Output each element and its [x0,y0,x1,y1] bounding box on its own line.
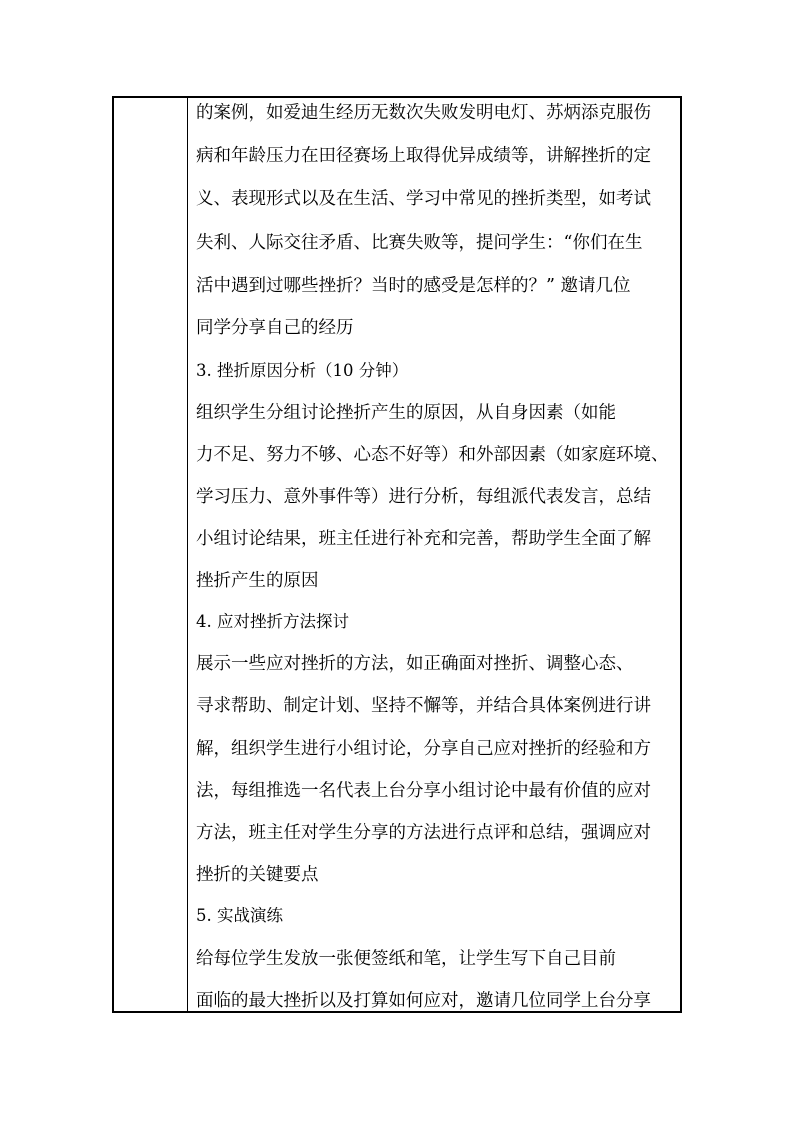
section-heading-3: 3. 挫折原因分析（10 分钟） [196,361,409,380]
paragraph-line: 面临的最大挫折以及打算如何应对，邀请几位同学上台分享 [196,991,651,1011]
paragraph-line: 组织学生分组讨论挫折产生的原因，从自身因素（如能 [196,403,616,423]
table-content-cell [188,98,680,1011]
section-heading-4: 4. 应对挫折方法探讨 [196,612,349,631]
paragraph-line: 学习压力、意外事件等）进行分析，每组派代表发言，总结 [196,487,651,507]
paragraph-line: 病和年龄压力在田径赛场上取得优异成绩等，讲解挫折的定 [196,146,651,166]
paragraph-line: 给每位学生发放一张便签纸和笔，让学生写下自己目前 [196,949,616,969]
paragraph-line: 展示一些应对挫折的方法，如正确面对挫折、调整心态、 [196,654,634,674]
paragraph-line: 法，每组推选一名代表上台分享小组讨论中最有价值的应对 [196,781,651,801]
table-left-column [114,98,188,1011]
paragraph-line: 的案例，如爱迪生经历无数次失败发明电灯、苏炳添克服伤 [196,103,651,123]
paragraph-line: 小组讨论结果，班主任进行补充和完善，帮助学生全面了解 [196,529,651,549]
paragraph-line: 寻求帮助、制定计划、坚持不懈等，并结合具体案例进行讲 [196,696,651,716]
paragraph-line: 解，组织学生进行小组讨论，分享自己应对挫折的经验和方 [196,739,651,759]
section-heading-5: 5. 实战演练 [196,906,283,925]
paragraph-line: 方法，班主任对学生分享的方法进行点评和总结，强调应对 [196,823,651,843]
lesson-plan-table [112,96,682,1013]
paragraph-line: 力不足、努力不够、心态不好等）和外部因素（如家庭环境、 [196,445,669,465]
paragraph-line: 挫折的关键要点 [196,865,319,885]
paragraph-line: 失利、人际交往矛盾、比赛失败等，提问学生：“你们在生 [196,233,643,253]
paragraph-line: 挫折产生的原因 [196,571,319,591]
paragraph-line: 义、表现形式以及在生活、学习中常见的挫折类型，如考试 [196,189,651,209]
paragraph-line: 活中遇到过哪些挫折？当时的感受是怎样的？” 邀请几位 [196,276,631,296]
paragraph-line: 同学分享自己的经历 [196,318,354,338]
